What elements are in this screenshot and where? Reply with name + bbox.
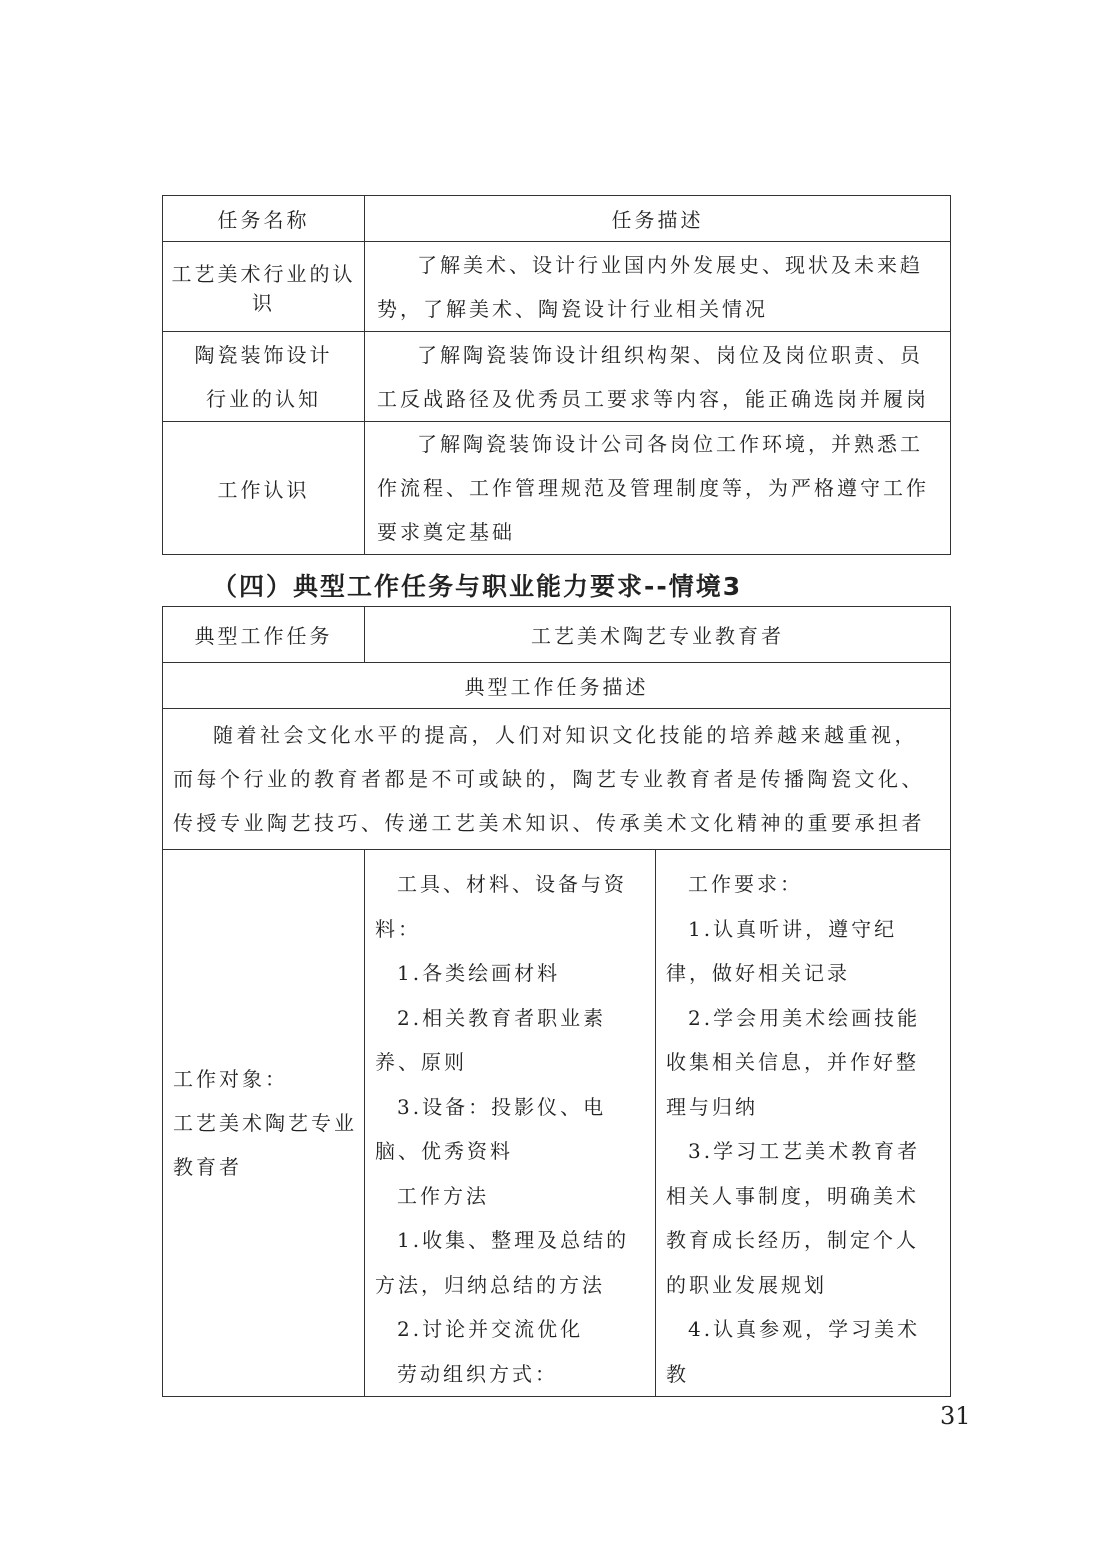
methods-item: 1.收集、整理及总结的方法，归纳总结的方法 [375, 1228, 630, 1297]
header-task-name: 任务名称 [163, 196, 365, 242]
task-name-line: 行业的认知 [206, 386, 321, 411]
task-desc-text: 了解陶瓷装饰设计公司各岗位工作环境，并熟悉工作流程、工作管理规范及管理制度等，为严格遵守工作要求奠定基础 [377, 432, 929, 544]
table-row [163, 242, 951, 332]
work-object-value: 工艺美术陶艺专业教育者 [173, 1111, 357, 1179]
desc-text: 随着社会文化水平的提高，人们对知识文化技能的培养越来越重视，而每个行业的教育者都是不可或缺的，陶艺专业教育者是传播陶瓷文化、传授专业陶艺技巧、传递工艺美术知识、传承美术文化精神的重要承担者 [173, 723, 925, 835]
desc-header-row [163, 663, 951, 709]
task-desc-cell [365, 332, 951, 422]
requirement-item: 2.学会用美术绘画技能收集相关信息，并作好整理与归纳 [666, 1005, 921, 1119]
task-desc-text: 了解陶瓷装饰设计组织构架、岗位及岗位职责、员工反战路径及优秀员工要求等内容，能正确选岗并履岗 [377, 342, 929, 411]
page-number: 31 [940, 1402, 971, 1430]
methods-item: 2.讨论并交流优化 [397, 1317, 584, 1341]
requirement-item: 1.认真听讲，遵守纪律，做好相关记录 [666, 916, 898, 985]
work-object-label: 工作对象： [173, 1067, 288, 1091]
task-row [163, 607, 951, 663]
desc-row [163, 709, 951, 850]
section-heading: （四）典型工作任务与职业能力要求--情境3 [212, 572, 743, 601]
tools-item: 3.设备：投影仪、电脑、优秀资料 [375, 1094, 607, 1163]
desc-cell [163, 709, 951, 850]
work-object-cell [163, 850, 365, 1397]
methods-heading: 工作方法 [397, 1183, 489, 1208]
task-value: 工艺美术陶艺专业教育者 [365, 607, 951, 663]
tools-item: 2.相关教育者职业素养、原则 [375, 1005, 607, 1074]
requirements-cell [656, 850, 951, 1397]
desc-header: 典型工作任务描述 [163, 663, 951, 709]
header-task-desc: 任务描述 [365, 196, 951, 242]
task-name-text: 工作认识 [217, 477, 310, 502]
tools-item: 1.各类绘画材料 [397, 961, 561, 985]
task-name-text: 工艺美术行业的认识 [171, 261, 356, 315]
task-label: 典型工作任务 [163, 607, 365, 663]
task-name-cell [163, 332, 365, 422]
task-desc-cell [365, 422, 951, 555]
task-table-header [163, 196, 951, 242]
task-name-cell [163, 422, 365, 555]
task-name-cell [163, 242, 365, 332]
requirements-heading: 工作要求： [688, 872, 803, 896]
tools-heading: 工具、材料、设备与资料： [375, 872, 627, 941]
typical-task-table [162, 606, 951, 1397]
task-name-line: 陶瓷装饰设计 [194, 342, 333, 367]
task-desc-text: 了解美术、设计行业国内外发展史、现状及未来趋势，了解美术、陶瓷设计行业相关情况 [377, 252, 923, 321]
task-desc-cell [365, 242, 951, 332]
requirement-item: 3.学习工艺美术教育者相关人事制度，明确美术教育成长经历，制定个人的职业发展规划 [666, 1139, 921, 1297]
detail-row [163, 850, 951, 1397]
task-table [162, 195, 951, 555]
table-row [163, 332, 951, 422]
organization-heading: 劳动组织方式： [397, 1361, 558, 1386]
table-row [163, 422, 951, 555]
requirement-item: 4.认真参观，学习美术教 [666, 1317, 921, 1386]
tools-methods-cell [365, 850, 656, 1397]
